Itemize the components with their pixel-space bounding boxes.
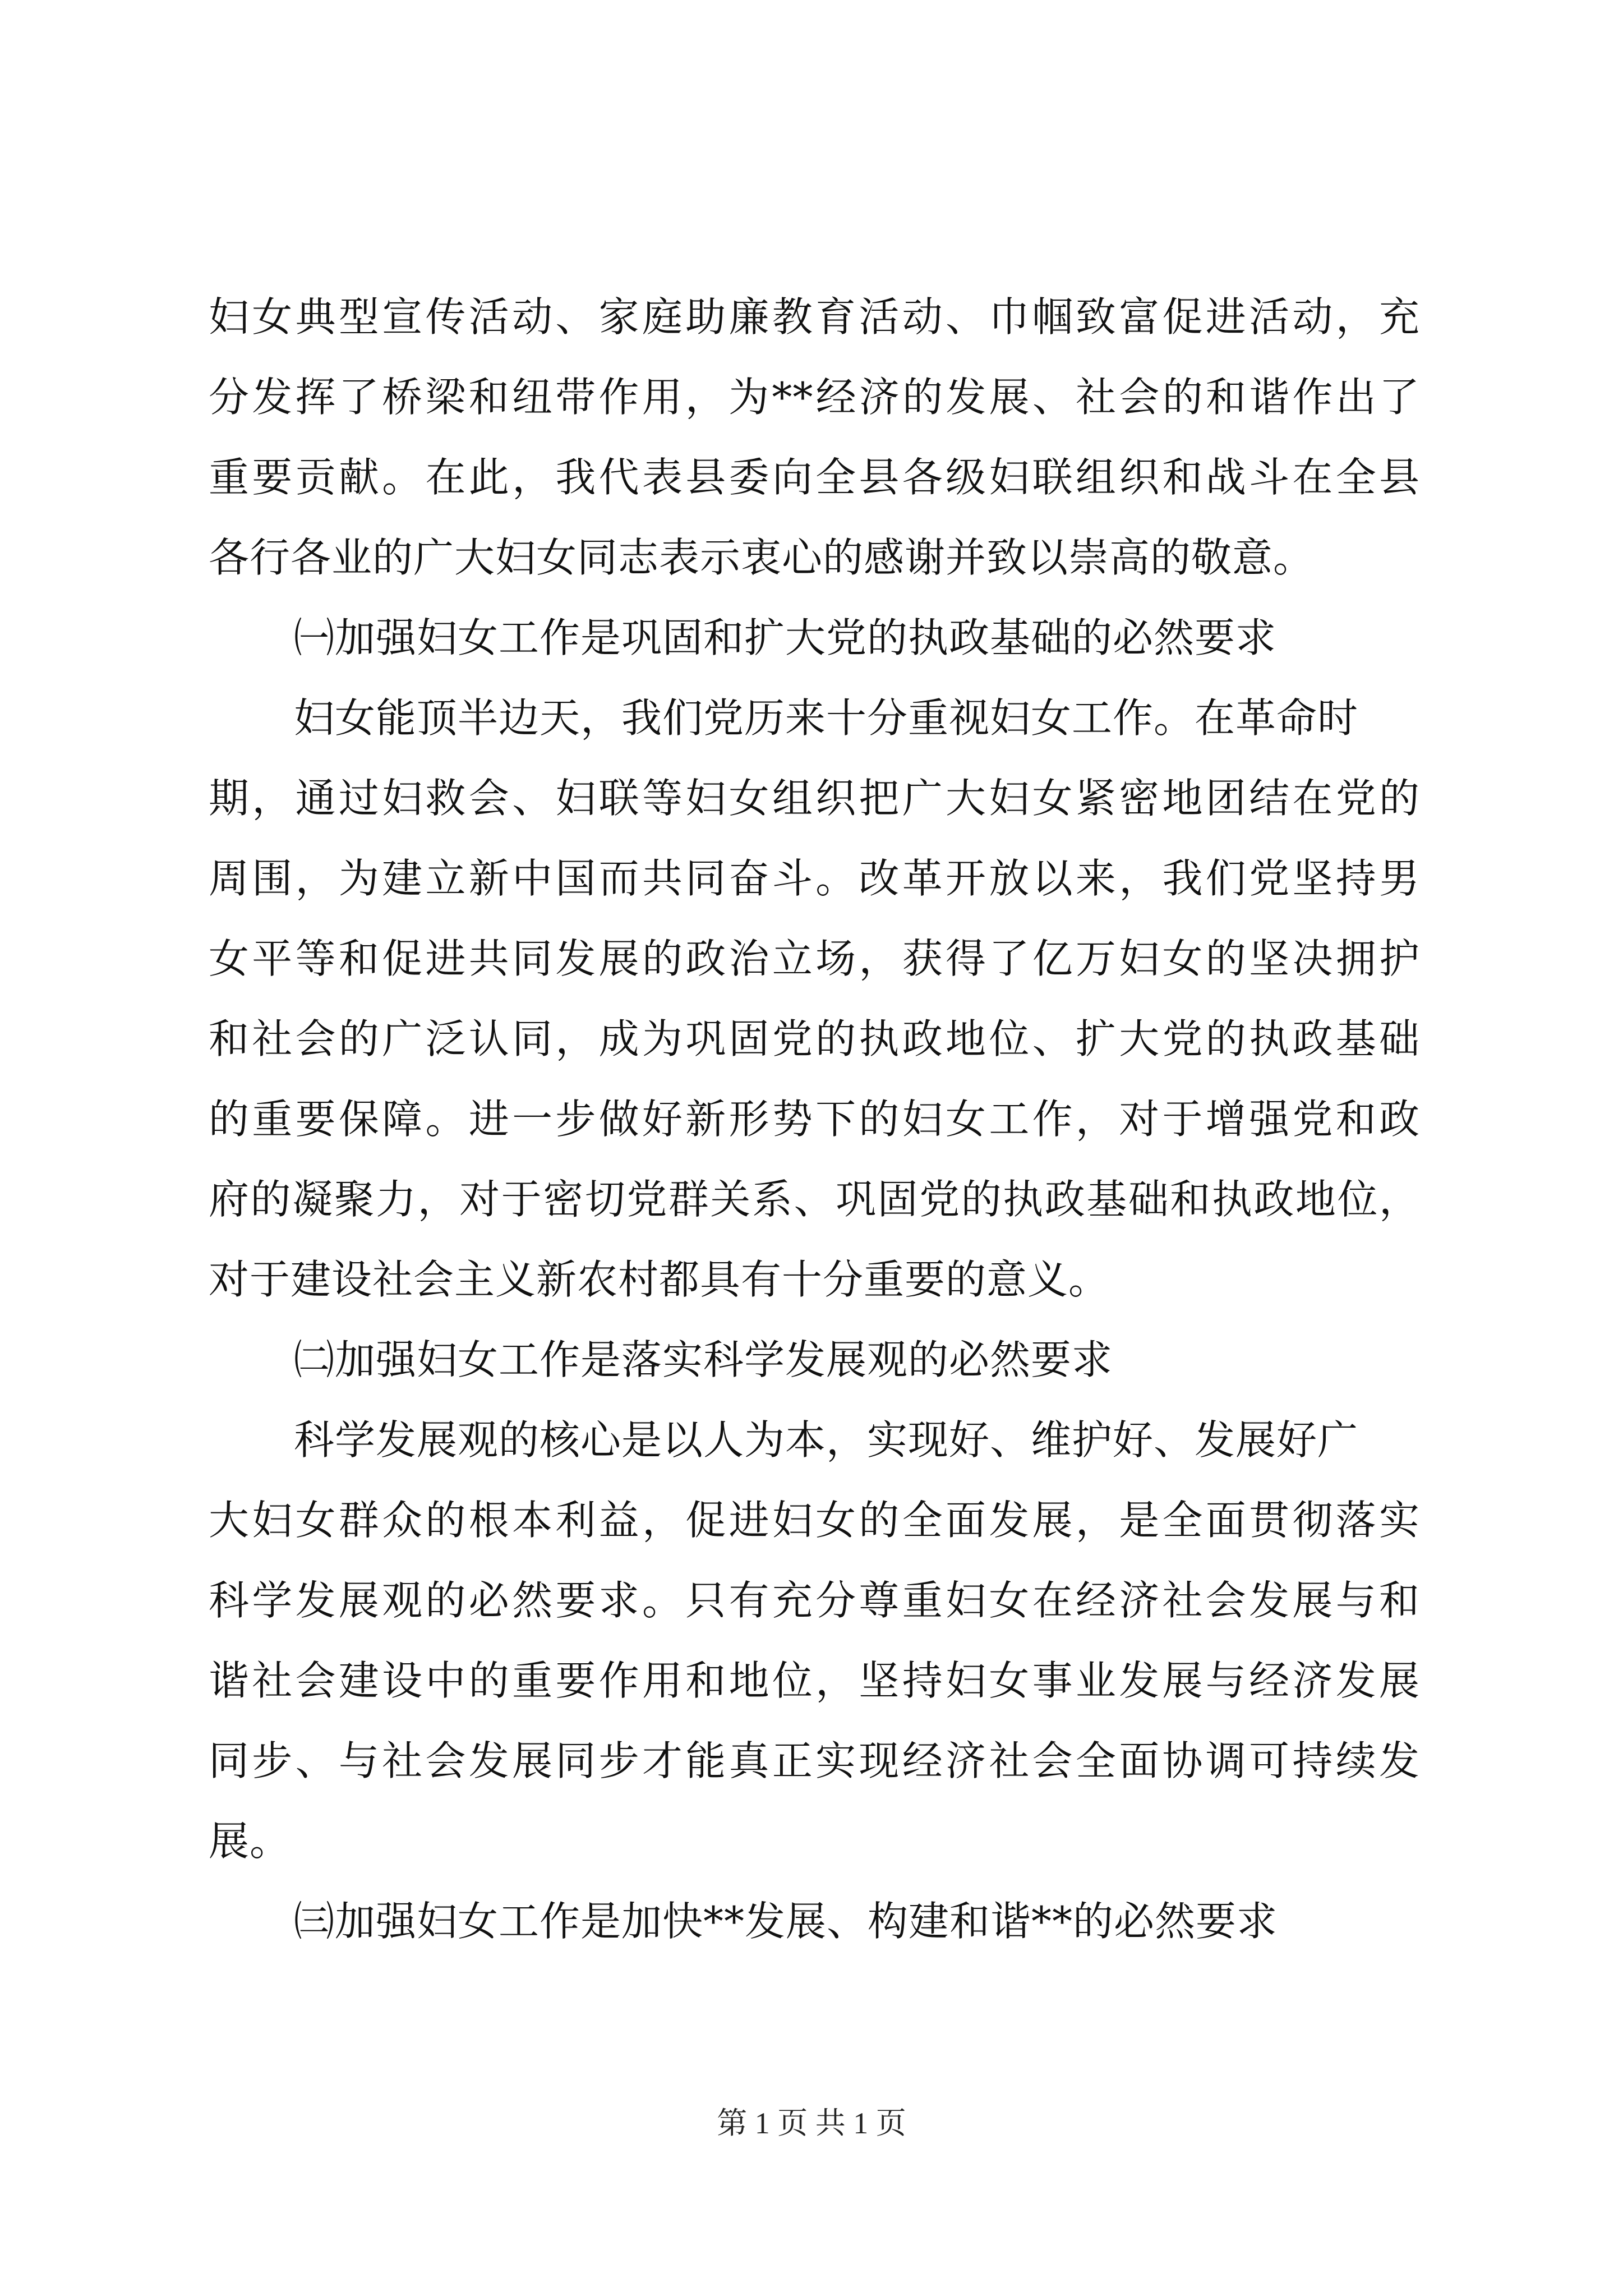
section-heading-2: ㈡加强妇女工作是落实科学发展观的必然要求 — [294, 1336, 1113, 1383]
page-number-footer: 第 1 页 共 1 页 — [717, 2106, 906, 2140]
paragraph-line: 周围，为建立新中国而共同奋斗。改革开放以来，我们党坚持男 — [209, 855, 1420, 902]
paragraph-line: 和社会的广泛认同，成为巩固党的执政地位、扩大党的执政基础 — [209, 1015, 1420, 1062]
paragraph-line: 展。 — [209, 1818, 291, 1865]
section-heading-1: ㈠加强妇女工作是巩固和扩大党的执政基础的必然要求 — [294, 614, 1277, 661]
paragraph-line: 科学发展观的核心是以人为本，实现好、维护好、发展好广 — [294, 1416, 1359, 1464]
paragraph-line: 科学发展观的必然要求。只有充分尊重妇女在经济社会发展与和 — [209, 1577, 1420, 1624]
paragraph-line: 大妇女群众的根本利益，促进妇女的全面发展，是全面贯彻落实 — [209, 1497, 1420, 1544]
paragraph-line: 期，通过妇救会、妇联等妇女组织把广大妇女紧密地团结在党的 — [209, 775, 1420, 822]
paragraph-line: 同步、与社会发展同步才能真正实现经济社会全面协调可持续发 — [209, 1737, 1420, 1784]
paragraph-line: 谐社会建设中的重要作用和地位，坚持妇女事业发展与经济发展 — [209, 1657, 1420, 1704]
paragraph-line: 对于建设社会主义新农村都具有十分重要的意义。 — [209, 1256, 1110, 1303]
paragraph-line: 分发挥了桥梁和纽带作用，为**经济的发展、社会的和谐作出了 — [209, 374, 1420, 421]
section-heading-3: ㈢加强妇女工作是加快**发展、构建和谐**的必然要求 — [294, 1898, 1278, 1945]
paragraph-line: 妇女能顶半边天，我们党历来十分重视妇女工作。在革命时 — [294, 694, 1359, 742]
paragraph-line: 重要贡献。在此，我代表县委向全县各级妇联组织和战斗在全县 — [209, 454, 1420, 501]
paragraph-line: 妇女典型宣传活动、家庭助廉教育活动、巾帼致富促进活动，充 — [209, 293, 1420, 341]
paragraph-line: 的重要保障。进一步做好新形势下的妇女工作，对于增强党和政 — [209, 1096, 1420, 1143]
paragraph-line: 府的凝聚力，对于密切党群关系、巩固党的执政基础和执政地位， — [209, 1176, 1420, 1223]
paragraph-line: 各行各业的广大妇女同志表示衷心的感谢并致以崇高的敬意。 — [209, 534, 1315, 581]
paragraph-line: 女平等和促进共同发展的政治立场，获得了亿万妇女的坚决拥护 — [209, 935, 1420, 982]
